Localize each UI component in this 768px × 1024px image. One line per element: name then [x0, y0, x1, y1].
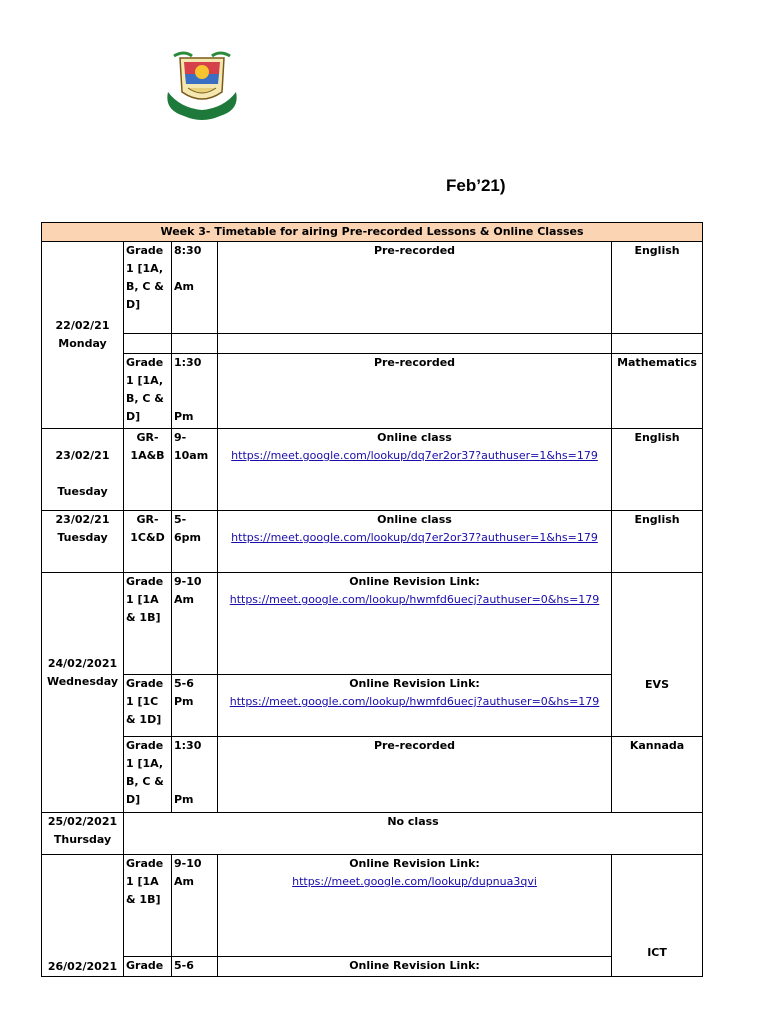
day-text: Tuesday — [57, 531, 108, 544]
empty-cell — [124, 334, 172, 354]
grade-cell: Grade — [124, 957, 172, 977]
grade-cell: Grade 1 [1A, B, C & D] — [124, 354, 172, 429]
lesson-cell: Online Revision Link: https://meet.google.com/lookup/hwmfd6uecj?authuser=0&hs=179 — [218, 573, 612, 675]
day-text: Monday — [58, 337, 107, 350]
lesson-type-cell: Online Revision Link: — [218, 957, 612, 977]
subject-cell: ICT — [612, 855, 703, 977]
time-cell: 5- 6pm — [172, 511, 218, 573]
date-cell — [42, 511, 124, 573]
grade-cell: Grade 1 [1A & 1B] — [124, 573, 172, 675]
date-cell — [42, 573, 124, 813]
date-cell — [42, 855, 124, 977]
day-text: Wednesday — [46, 675, 119, 688]
subject-cell: Kannada — [612, 737, 703, 813]
time-cell: 1:30 Pm — [172, 354, 218, 429]
date-text: 25/02/2021 — [47, 815, 118, 828]
time-cell: 8:30 Am — [172, 242, 218, 334]
timetable-title: Week 3- Timetable for airing Pre-recorded Lessons & Online Classes — [42, 223, 703, 242]
date-text: 24/02/2021 — [47, 657, 118, 670]
empty-cell — [612, 334, 703, 354]
time-cell: 5-6 — [172, 957, 218, 977]
date-text: 26/02/2021 — [47, 960, 118, 973]
date-text: 23/02/21 — [55, 513, 110, 526]
grade-cell: GR- 1C&D — [124, 511, 172, 573]
no-class-note: No class — [124, 813, 703, 855]
time-cell: 5-6 Pm — [172, 675, 218, 737]
date-cell — [42, 429, 124, 511]
page-heading: Feb’21) — [446, 176, 506, 195]
timetable — [41, 222, 703, 977]
subject-cell: English — [612, 429, 703, 511]
meet-link[interactable]: https://meet.google.com/lookup/dq7er2or37?authuser=1&hs=179 — [231, 449, 598, 462]
grade-cell: Grade 1 [1A & 1B] — [124, 855, 172, 957]
lesson-type-cell: Pre-recorded — [218, 242, 612, 334]
subject-cell: Mathematics — [612, 354, 703, 429]
time-cell: 1:30 Pm — [172, 737, 218, 813]
lesson-cell: Online Revision Link: https://meet.google.com/lookup/hwmfd6uecj?authuser=0&hs=179 — [218, 675, 612, 737]
day-text: Tuesday — [57, 485, 108, 498]
lesson-cell: Online Revision Link: https://meet.google.com/lookup/dupnua3qvi — [218, 855, 612, 957]
subject-cell: English — [612, 511, 703, 573]
meet-link[interactable]: https://meet.google.com/lookup/hwmfd6uecj?authuser=0&hs=179 — [229, 695, 600, 708]
grade-cell: Grade 1 [1C & 1D] — [124, 675, 172, 737]
grade-cell: Grade 1 [1A, B, C & D] — [124, 737, 172, 813]
empty-cell — [172, 334, 218, 354]
date-text: 22/02/21 — [55, 319, 110, 332]
meet-link[interactable]: https://meet.google.com/lookup/hwmfd6uecj?authuser=0&hs=179 — [229, 593, 600, 606]
lesson-cell: Online class https://meet.google.com/lookup/dq7er2or37?authuser=1&hs=179 — [218, 511, 612, 573]
meet-link[interactable]: https://meet.google.com/lookup/dupnua3qvi — [292, 875, 537, 888]
time-cell: 9- 10am — [172, 429, 218, 511]
grade-cell: GR- 1A&B — [124, 429, 172, 511]
subject-cell: English — [612, 242, 703, 334]
meet-link[interactable]: https://meet.google.com/lookup/dq7er2or37?authuser=1&hs=179 — [231, 531, 598, 544]
time-cell: 9-10 Am — [172, 573, 218, 675]
school-crest-logo — [162, 48, 242, 122]
subject-cell: EVS — [612, 573, 703, 737]
date-cell — [42, 242, 124, 429]
lesson-type-cell: Pre-recorded — [218, 354, 612, 429]
date-text: 23/02/21 — [55, 449, 110, 462]
lesson-cell: Online class https://meet.google.com/lookup/dq7er2or37?authuser=1&hs=179 — [218, 429, 612, 511]
day-text: Thursday — [53, 833, 112, 846]
grade-cell: Grade 1 [1A, B, C & D] — [124, 242, 172, 334]
time-cell: 9-10 Am — [172, 855, 218, 957]
empty-cell — [218, 334, 612, 354]
lesson-type-cell: Pre-recorded — [218, 737, 612, 813]
date-cell — [42, 813, 124, 855]
